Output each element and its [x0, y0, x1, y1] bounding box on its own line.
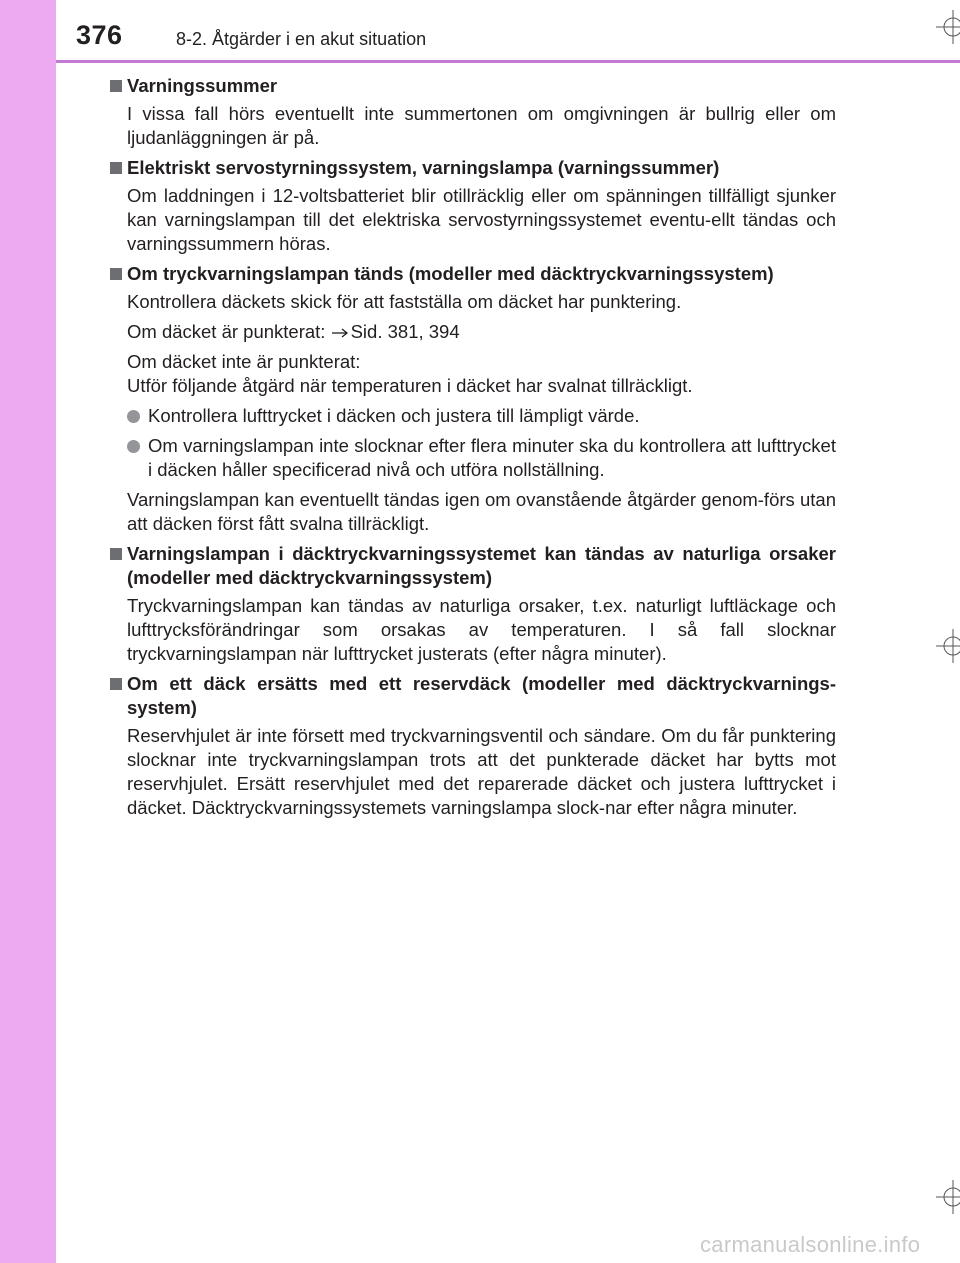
square-bullet-icon [110, 268, 122, 280]
section-heading-reservdack: Om ett däck ersätts med ett reservdäck (modeller med däcktryckvarnings-system) [106, 672, 836, 720]
paragraph-with-reference: Om däcket är punkterat: Sid. 381, 394 [127, 321, 460, 342]
square-bullet-icon [110, 548, 122, 560]
page-content [106, 74, 836, 820]
section-heading-servostyrning: Elektriskt servostyrningssystem, varningslampa (varningssummer) [106, 156, 836, 180]
square-bullet-icon [110, 162, 122, 174]
paragraph: I vissa fall hörs eventuellt inte summertonen om omgivningen är bullrig eller om ljudanläggningen är på. [127, 103, 836, 148]
paragraph: Tryckvarningslampan kan tändas av naturliga orsaker, t.ex. naturligt luftläckage och lufttrycksförändringar som orsakas av temperaturen. I så fall slocknar tryckvarningslampan när lufttrycket justerats (efter några minuter). [127, 595, 836, 664]
round-bullet-icon [127, 410, 140, 423]
section-title: 8-2. Åtgärder i en akut situation [176, 29, 427, 49]
section-heading-tryckvarningslampa: Om tryckvarningslampan tänds (modeller med däcktryckvarningssystem) [106, 262, 836, 286]
paragraph: Om däcket inte är punkterat: Utför följande åtgärd när temperaturen i däcket har svalnat tillräckligt. [127, 351, 693, 396]
page-sidebar-tab [0, 0, 56, 1263]
paragraph: Om laddningen i 12-voltsbatteriet blir otillräcklig eller om spänningen tillfälligt sjunker kan varningslampan till det elektriska servostyrningssystemet eventu-ellt tändas och varningssummern höras. [127, 185, 836, 254]
square-bullet-icon [110, 678, 122, 690]
round-bullet-icon [127, 440, 140, 453]
page-reference-link[interactable]: Sid. 381, 394 [350, 321, 460, 342]
square-bullet-icon [110, 80, 122, 92]
watermark-text: carmanualsonline.info [700, 1232, 921, 1257]
section-heading-naturliga-orsaker: Varningslampan i däcktryckvarningssystemet kan tändas av naturliga orsaker (modeller med däcktryckvarningssystem) [106, 542, 836, 590]
paragraph: Reservhjulet är inte försett med tryckvarningsventil och sändare. Om du får punktering slocknar inte tryckvarningslampan trots att det punkterade däcket har bytts mot reservhjulet. Ersätt reservhjulet med det reparerade däcket och justera lufttrycket i däcket. Däcktryckvarningssystemets varningslampa slock-nar efter några minuter. [127, 725, 836, 818]
list-item: Kontrollera lufttrycket i däcken och justera till lämpligt värde. [106, 404, 836, 428]
page-number: 376 [76, 20, 123, 50]
paragraph: Kontrollera däckets skick för att fastställa om däcket har punktering. [127, 291, 682, 312]
crosshair-icon [936, 629, 960, 663]
paragraph: Varningslampan kan eventuellt tändas igen om ovanstående åtgärder genom-förs utan att däcken först fått svalna tillräckligt. [127, 489, 836, 534]
list-item: Om varningslampan inte slocknar efter flera minuter ska du kontrollera att lufttrycket i däcken håller specificerad nivå och utföra nollställning. [106, 434, 836, 482]
crosshair-icon [936, 1180, 960, 1214]
section-heading-varningssummer: Varningssummer [106, 74, 836, 98]
header-divider [56, 60, 960, 63]
arrow-right-icon [331, 320, 351, 344]
crosshair-icon [936, 10, 960, 44]
